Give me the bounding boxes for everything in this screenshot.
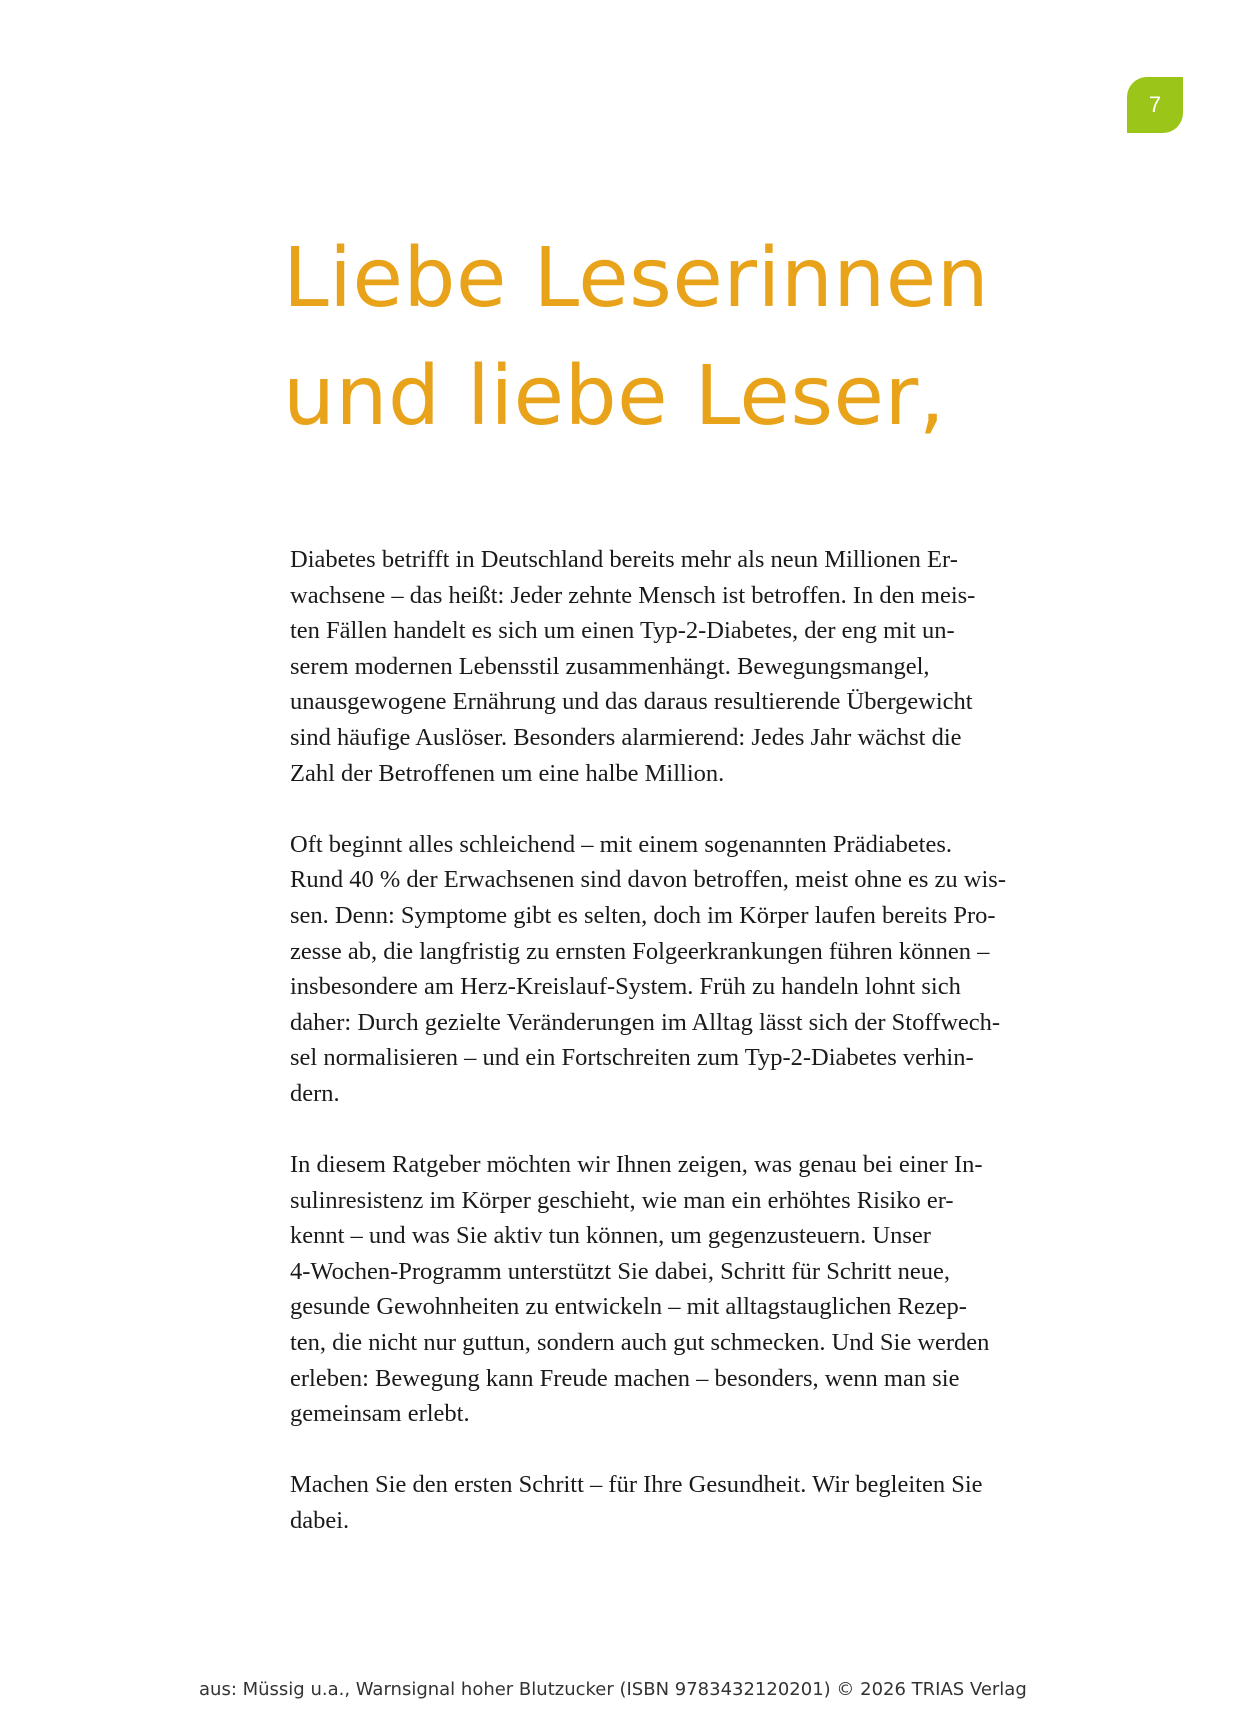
text-line: gemeinsam erlebt. <box>290 1400 470 1428</box>
paragraph-4 <box>290 1467 1110 1538</box>
text-line: gesunde Gewohnheiten zu entwickeln – mit alltagstauglichen Rezep- <box>290 1293 967 1321</box>
text-line: ten Fällen handelt es sich um einen Typ-2-Diabetes, der eng mit un- <box>290 617 955 645</box>
text-line: kennt – und was Sie aktiv tun können, um gegenzusteuern. Unser <box>290 1222 931 1250</box>
title-line-1: Liebe Leserinnen <box>283 231 990 326</box>
text-line: In diesem Ratgeber möchten wir Ihnen zeigen, was genau bei einer In- <box>290 1151 983 1179</box>
text-line: unausgewogene Ernährung und das daraus resultierende Übergewicht <box>290 688 973 716</box>
text-line: serem modernen Lebensstil zusammenhängt. Bewegungsmangel, <box>290 652 930 680</box>
text-line: Rund 40 % der Erwachsenen sind davon betroffen, meist ohne es zu wis- <box>290 866 1006 894</box>
text-line: Zahl der Betroffenen um eine halbe Million. <box>290 759 725 787</box>
text-line: erleben: Bewegung kann Freude machen – besonders, wenn man sie <box>290 1364 960 1392</box>
body-text <box>290 542 1110 1574</box>
text-line: Diabetes betrifft in Deutschland bereits mehr als neun Millionen Er- <box>290 546 958 573</box>
text-line: 4-Wochen-Programm unterstützt Sie dabei, Schritt für Schritt neue, <box>290 1257 951 1285</box>
title-line-2: und liebe Leser, <box>283 349 946 444</box>
page-title <box>283 220 1183 456</box>
page-number-badge: 7 <box>1127 77 1183 133</box>
paragraph-3 <box>290 1147 1110 1432</box>
text-line: sen. Denn: Symptome gibt es selten, doch im Körper laufen bereits Pro- <box>290 901 996 929</box>
text-line: dabei. <box>290 1507 350 1535</box>
text-line: wachsene – das heißt: Jeder zehnte Mensch ist betroffen. In den meis- <box>290 581 976 609</box>
text-line: daher: Durch gezielte Veränderungen im Alltag lässt sich der Stoffwech- <box>290 1008 1001 1036</box>
text-line: ten, die nicht nur guttun, sondern auch gut schmecken. Und Sie werden <box>290 1329 990 1357</box>
text-line: zesse ab, die langfristig zu ernsten Folgeerkrankungen führen können – <box>290 937 990 965</box>
text-line: sulinresistenz im Körper geschieht, wie man ein erhöhtes Risiko er- <box>290 1186 954 1214</box>
text-line: Machen Sie den ersten Schritt – für Ihre Gesundheit. Wir begleiten Sie <box>290 1471 983 1499</box>
paragraph-1 <box>290 542 1110 791</box>
text-line: insbesondere am Herz-Kreislauf-System. Früh zu handeln lohnt sich <box>290 973 961 1001</box>
text-line: Oft beginnt alles schleichend – mit einem sogenannten Prädiabetes. <box>290 830 952 858</box>
text-line: dern. <box>290 1079 340 1107</box>
paragraph-2 <box>290 827 1110 1112</box>
text-line: sind häufige Auslöser. Besonders alarmierend: Jedes Jahr wächst die <box>290 723 962 751</box>
copyright-footer: aus: Müssig u.a., Warnsignal hoher Blutzucker (ISBN 9783432120201) © 2026 TRIAS Verlag <box>199 1679 1027 1700</box>
text-line: sel normalisieren – und ein Fortschreiten zum Typ-2-Diabetes verhin- <box>290 1044 974 1072</box>
